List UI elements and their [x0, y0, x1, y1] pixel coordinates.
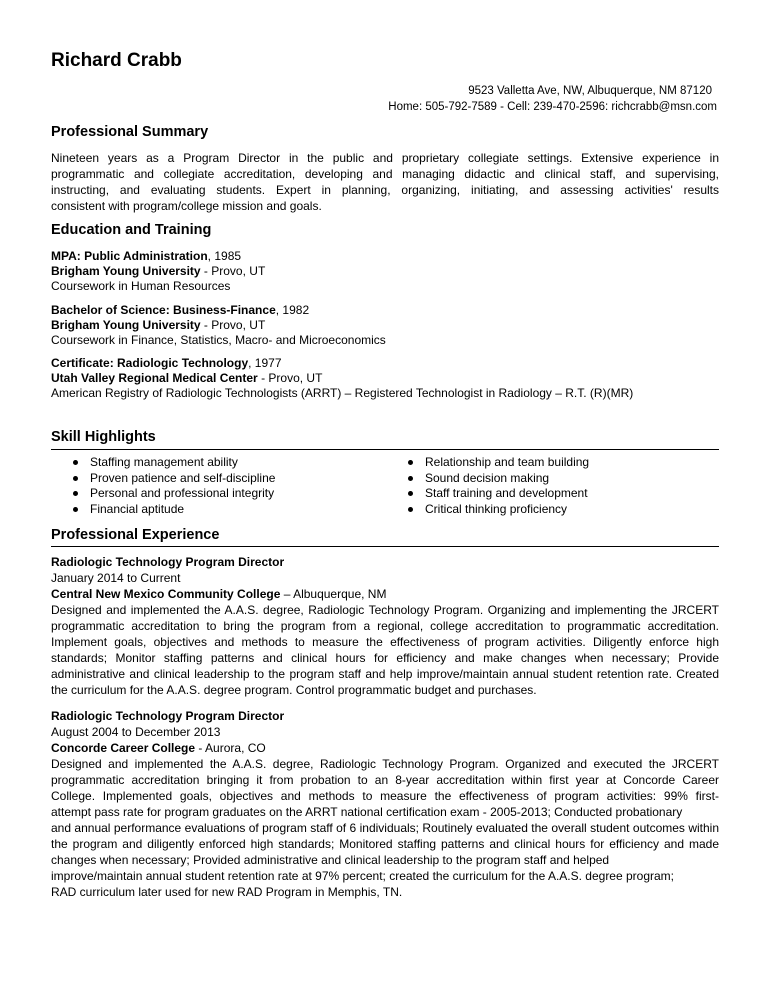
job-entry — [51, 708, 719, 900]
job-description-line: attempt pass rate for program graduates on the ARRT national certification exam - 2005-2013; Conducted probationary — [51, 805, 683, 819]
bullet-icon — [73, 476, 78, 481]
certification-detail: American Registry of Radiologic Technologists (ARRT) – Registered Technologist in Radiology – R.T. (R)(MR) — [51, 386, 634, 400]
skill-item: Proven patience and self-discipline — [90, 471, 275, 487]
degree-year: , 1977 — [248, 356, 282, 370]
job-dates: August 2004 to December 2013 — [51, 725, 221, 739]
job-title: Radiologic Technology Program Director — [51, 555, 285, 569]
bullet-icon — [408, 460, 413, 465]
skills-left-column — [90, 455, 275, 517]
coursework: Coursework in Finance, Statistics, Macro- and Microeconomics — [51, 333, 386, 347]
degree-year: , 1985 — [207, 249, 242, 263]
employer-location: – Albuquerque, NM — [280, 587, 387, 601]
job-description-line: Designed and implemented the A.A.S. degree, Radiologic Technology Program. Organized and executed the JRCERT — [51, 757, 719, 771]
skill-item: Personal and professional integrity — [90, 486, 275, 502]
degree-name: Certificate: Radiologic Technology — [51, 356, 249, 370]
education-entry — [51, 249, 265, 294]
contact-line: Home: 505-792-7589 - Cell: 239-470-2596: richcrabb@msn.com — [388, 101, 717, 113]
school-location: - Provo, UT — [200, 318, 266, 332]
candidate-name: Richard Crabb — [51, 50, 182, 71]
job-description-line: administrative and clinical leadership to the program staff and help improve/maintain annual student retention rate. Created — [51, 667, 719, 681]
job-entry — [51, 554, 719, 698]
job-description-line: the program and diligently enforced high standards; Monitored staffing patterns and clinical hours for efficiency and made — [51, 837, 719, 851]
bullet-icon — [73, 491, 78, 496]
skill-item: Staffing management ability — [90, 455, 275, 471]
education-entry — [51, 303, 386, 348]
bullet-icon — [73, 507, 78, 512]
employer-location: - Aurora, CO — [195, 741, 266, 755]
skills-divider — [51, 449, 719, 450]
employer-name: Central New Mexico Community College — [51, 587, 281, 601]
job-description-line: programmatic accreditation to bring the program from a regional, college accreditation to programmatic accreditation. — [51, 619, 719, 633]
degree-name: MPA: Public Administration — [51, 249, 208, 263]
school-name: Utah Valley Regional Medical Center — [51, 371, 258, 385]
job-title: Radiologic Technology Program Director — [51, 709, 285, 723]
school-location: - Provo, UT — [200, 264, 266, 278]
job-description-line: programmatic accreditation bringing it from probation to an 8-year accreditation within first year at Concorde Career — [51, 773, 719, 787]
skills-right-column — [425, 455, 589, 517]
bullet-icon — [73, 460, 78, 465]
skills-heading: Skill Highlights — [51, 429, 156, 445]
summary-heading: Professional Summary — [51, 124, 209, 140]
job-dates: January 2014 to Current — [51, 571, 181, 585]
skill-item: Relationship and team building — [425, 455, 589, 471]
summary-text — [51, 150, 719, 214]
job-description-line: and annual performance evaluations of program staff of 6 individuals; Routinely evaluated the overall student outcomes within — [51, 821, 719, 835]
summary-line: programmatic and collegiate accreditation, developing and managing didactic and clinical staff, and supervising, — [51, 167, 719, 181]
experience-divider — [51, 546, 719, 547]
job-description-line: improve/maintain annual student retention rate at 97% percent; created the curriculum for the A.A.S. degree program; — [51, 869, 675, 883]
job-description-line: standards; Monitor staffing patterns and clinical hours for efficiency and make changes when necessary; Provide — [51, 651, 719, 665]
address-line: 9523 Valletta Ave, NW, Albuquerque, NM 87120 — [468, 85, 712, 97]
coursework: Coursework in Human Resources — [51, 279, 231, 293]
summary-line: consistent with program/college mission and goals. — [51, 199, 322, 213]
skill-item: Critical thinking proficiency — [425, 502, 589, 518]
job-description-line: Designed and implemented the A.A.S. degree, Radiologic Technology Program. Organizing and implementing the JRCERT — [51, 603, 719, 617]
skill-item: Sound decision making — [425, 471, 589, 487]
bullet-icon — [408, 476, 413, 481]
education-heading: Education and Training — [51, 222, 212, 238]
bullet-icon — [408, 507, 413, 512]
bullet-icon — [408, 491, 413, 496]
employer-name: Concorde Career College — [51, 741, 196, 755]
summary-line: instructing, and evaluating students. Expert in planning, organizing, initiating, and assessing activities' results — [51, 183, 719, 197]
experience-heading: Professional Experience — [51, 527, 220, 543]
school-location: - Provo, UT — [257, 371, 323, 385]
summary-line: Nineteen years as a Program Director in the public and proprietary collegiate settings. Extensive experience in — [51, 151, 719, 165]
skill-item: Financial aptitude — [90, 502, 275, 518]
job-description-line: Implement goals, objectives and methods to measure the effectiveness of program activities. Diligently enforce high — [51, 635, 719, 649]
school-name: Brigham Young University — [51, 264, 201, 278]
job-description-line: College. Implemented goals, objectives and methods to measure the effectiveness of program activities: 99% first- — [51, 789, 719, 803]
education-entry — [51, 356, 633, 401]
job-description-line: RAD curriculum later used for new RAD Program in Memphis, TN. — [51, 885, 403, 899]
job-description-line: the curriculum for the A.A.S. degree program. Control programmatic budget and purchases. — [51, 683, 537, 697]
degree-name: Bachelor of Science: Business-Finance — [51, 303, 276, 317]
degree-year: , 1982 — [275, 303, 310, 317]
job-description-line: changes when necessary; Provided administrative and clinical leadership to the program staff and helped — [51, 853, 610, 867]
school-name: Brigham Young University — [51, 318, 201, 332]
skill-item: Staff training and development — [425, 486, 589, 502]
